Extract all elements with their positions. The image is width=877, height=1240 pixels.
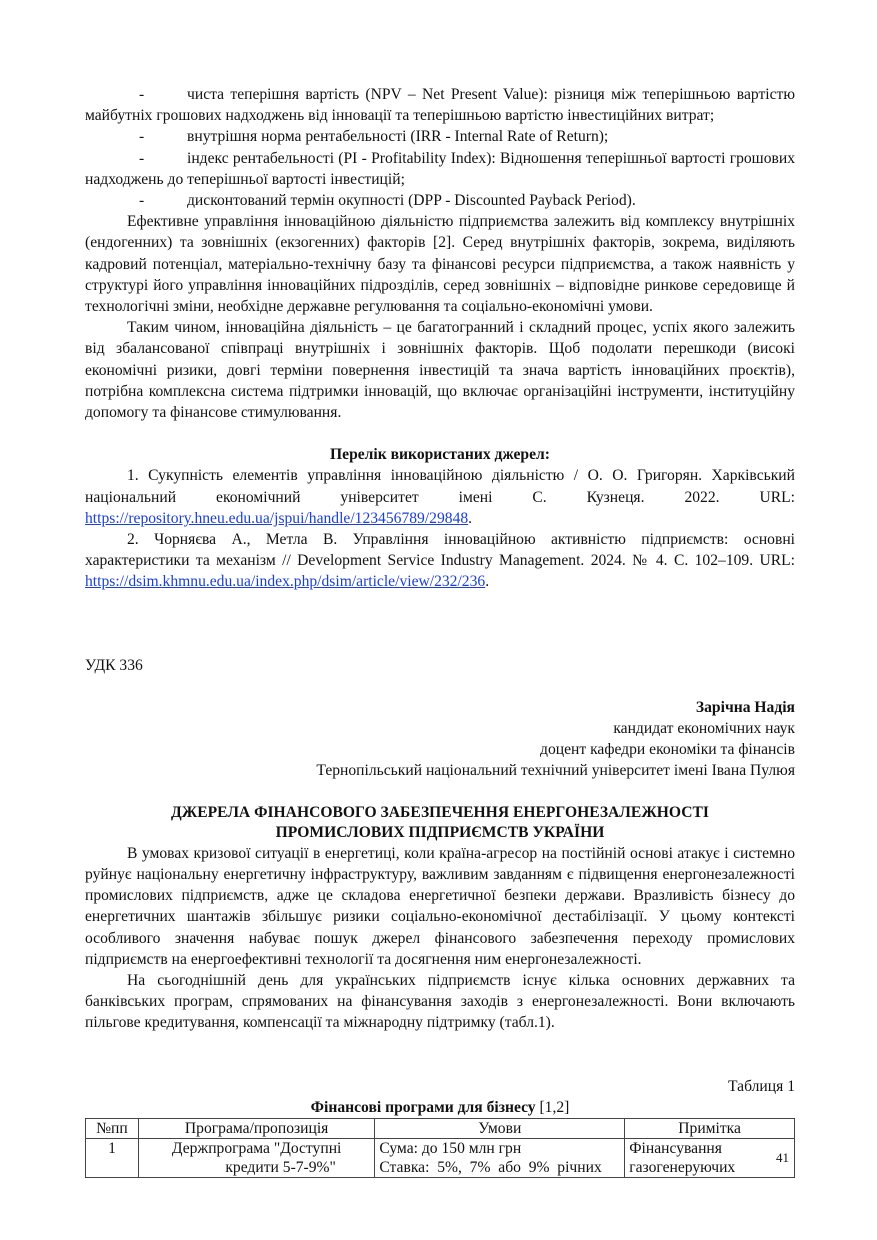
bullet-list bbox=[85, 84, 795, 211]
header-number: №пп bbox=[86, 1118, 139, 1138]
bullet-dash: - bbox=[139, 149, 145, 167]
cell-conditions: Сума: до 150 млн грн Ставка: 5%, 7% або 9% річних bbox=[375, 1138, 625, 1177]
author-block bbox=[85, 697, 795, 782]
article-title: ДЖЕРЕЛА ФІНАНСОВОГО ЗАБЕЗПЕЧЕННЯ ЕНЕРГОНЕЗАЛЕЖНОСТІ ПРОМИСЛОВИХ ПІДПРИЄМСТВ УКРАЇНИ bbox=[171, 803, 709, 841]
table-label: Таблиця 1 bbox=[728, 1077, 795, 1095]
table-caption: Фінансові програми для бізнесу [1,2] bbox=[310, 1098, 570, 1116]
bullet-item-irr: - внутрішня норма рентабельності (IRR - Internal Rate of Return); bbox=[85, 126, 795, 147]
financial-programs-table bbox=[85, 1118, 795, 1178]
body-paragraph: Ефективне управління інноваційною діяльністю підприємства залежить від комплексу внутрішніх (ендогенних) та зовнішніх (екзогенних) факторів [2]. Серед внутрішніх факторів, зокрема, виділяють кадровий потенціал, матеріально-технічну базу та фінансові ресурси підприємства, а також наявність у структурі його управління інноваційних підрозділів, серед зовнішніх – відповідне ринкове середовище й технологічні зміни, необхідне державне регулювання та соціально-економічні умови. bbox=[85, 213, 795, 316]
reference-item: 2. Чорняєва А., Метла В. Управління інноваційною активністю підприємств: основні характеристики та механізм // Development Service Industry Management. 2024. № 4. С. 102–109. URL: https://dsim.khmnu.edu.ua/index.php/dsim/article/view/232/236. bbox=[85, 531, 795, 591]
body-paragraph: Таким чином, інноваційна діяльність – це багатогранний і складний процес, успіх якого залежить від збалансованої співпраці внутрішніх і зовнішніх факторів. Щоб подолати перешкоди (високі економічні ризики, довгі терміни повернення інвестицій та знача вартість інноваційних проєктів), потрібна комплексна система підтримки інновацій, що включає організаційні інструменти, інституційну допомогу та фінансове стимулювання. bbox=[85, 319, 795, 422]
reference-item: 1. Сукупність елементів управління інноваційною діяльністю / О. О. Григорян. Харківський національний економічний університет імені С. Кузнеця. 2022. URL: https://repository.hneu.edu.ua/jspui/handle/123456789/29848. bbox=[85, 467, 795, 527]
author-name: Зарічна Надія bbox=[695, 698, 795, 716]
table-row bbox=[86, 1138, 795, 1177]
cell-program: Держпрограма "Доступні кредити 5-7-9%" bbox=[138, 1138, 374, 1177]
bullet-dash: - bbox=[139, 128, 145, 146]
article-paragraph: На сьогоднішній день для українських підприємств існує кілька основних державних та банківських програм, спрямованих на фінансування заходів з енергонезалежності. Вони включають пільгове кредитування, компенсації та міжнародну підтримку (табл.1). bbox=[85, 971, 795, 1032]
header-conditions: Умови bbox=[375, 1118, 625, 1138]
author-position: доцент кафедри економіки та фінансів bbox=[540, 741, 795, 759]
header-note: Примітка bbox=[625, 1118, 795, 1138]
references-title: Перелік використаних джерел: bbox=[330, 446, 550, 464]
table-header-row bbox=[86, 1118, 795, 1138]
reference-link[interactable]: https://dsim.khmnu.edu.ua/index.php/dsim/article/view/232/236 bbox=[85, 573, 486, 591]
bullet-item-npv: - чиста теперішня вартість (NPV – Net Present Value): різниця між теперішньою вартістю майбутніх грошових надходжень від інновації та теперішньою вартістю інвестиційних витрат; bbox=[85, 86, 795, 125]
bullet-item-pi: - індекс рентабельності (PI - Profitability Index): Відношення теперішньої вартості грошових надходжень до теперішньої вартості інвестицій; bbox=[85, 149, 795, 188]
bullet-dash: - bbox=[139, 192, 145, 210]
bullet-item-dpp: - дисконтований термін окупності (DPP - Discounted Payback Period). bbox=[85, 190, 795, 211]
header-program: Програма/пропозиція bbox=[138, 1118, 374, 1138]
bullet-dash: - bbox=[139, 86, 145, 103]
document-page bbox=[85, 84, 795, 1178]
author-degree: кандидат економічних наук bbox=[613, 720, 795, 738]
author-affiliation: Тернопільський національний технічний університет імені Івана Пулюя bbox=[316, 762, 795, 780]
cell-note: Фінансування газогенеруючих bbox=[625, 1138, 795, 1177]
cell-number: 1 bbox=[86, 1138, 139, 1177]
page-number: 41 bbox=[776, 1150, 789, 1165]
article-paragraph: В умовах кризової ситуації в енергетиці, коли країна-агресор на постійній основі атакує і системно руйнує національну енергетичну інфраструктуру, важливим завданням є підвищення енергонезалежності промислових підприємств, адже це складова енергетичної безпеки держави. Вразливість бізнесу до енергетичних шантажів збільшує ризики соціально-економічної дестабілізації. У цьому контексті особливого значення набуває пошук джерел фінансового забезпечення переходу промислових підприємств на енергоефективні технології та досягнення ним енергонезалежності. bbox=[85, 844, 795, 968]
udk-code: УДК 336 bbox=[85, 656, 143, 674]
reference-link[interactable]: https://repository.hneu.edu.ua/jspui/handle/123456789/29848 bbox=[85, 509, 469, 527]
